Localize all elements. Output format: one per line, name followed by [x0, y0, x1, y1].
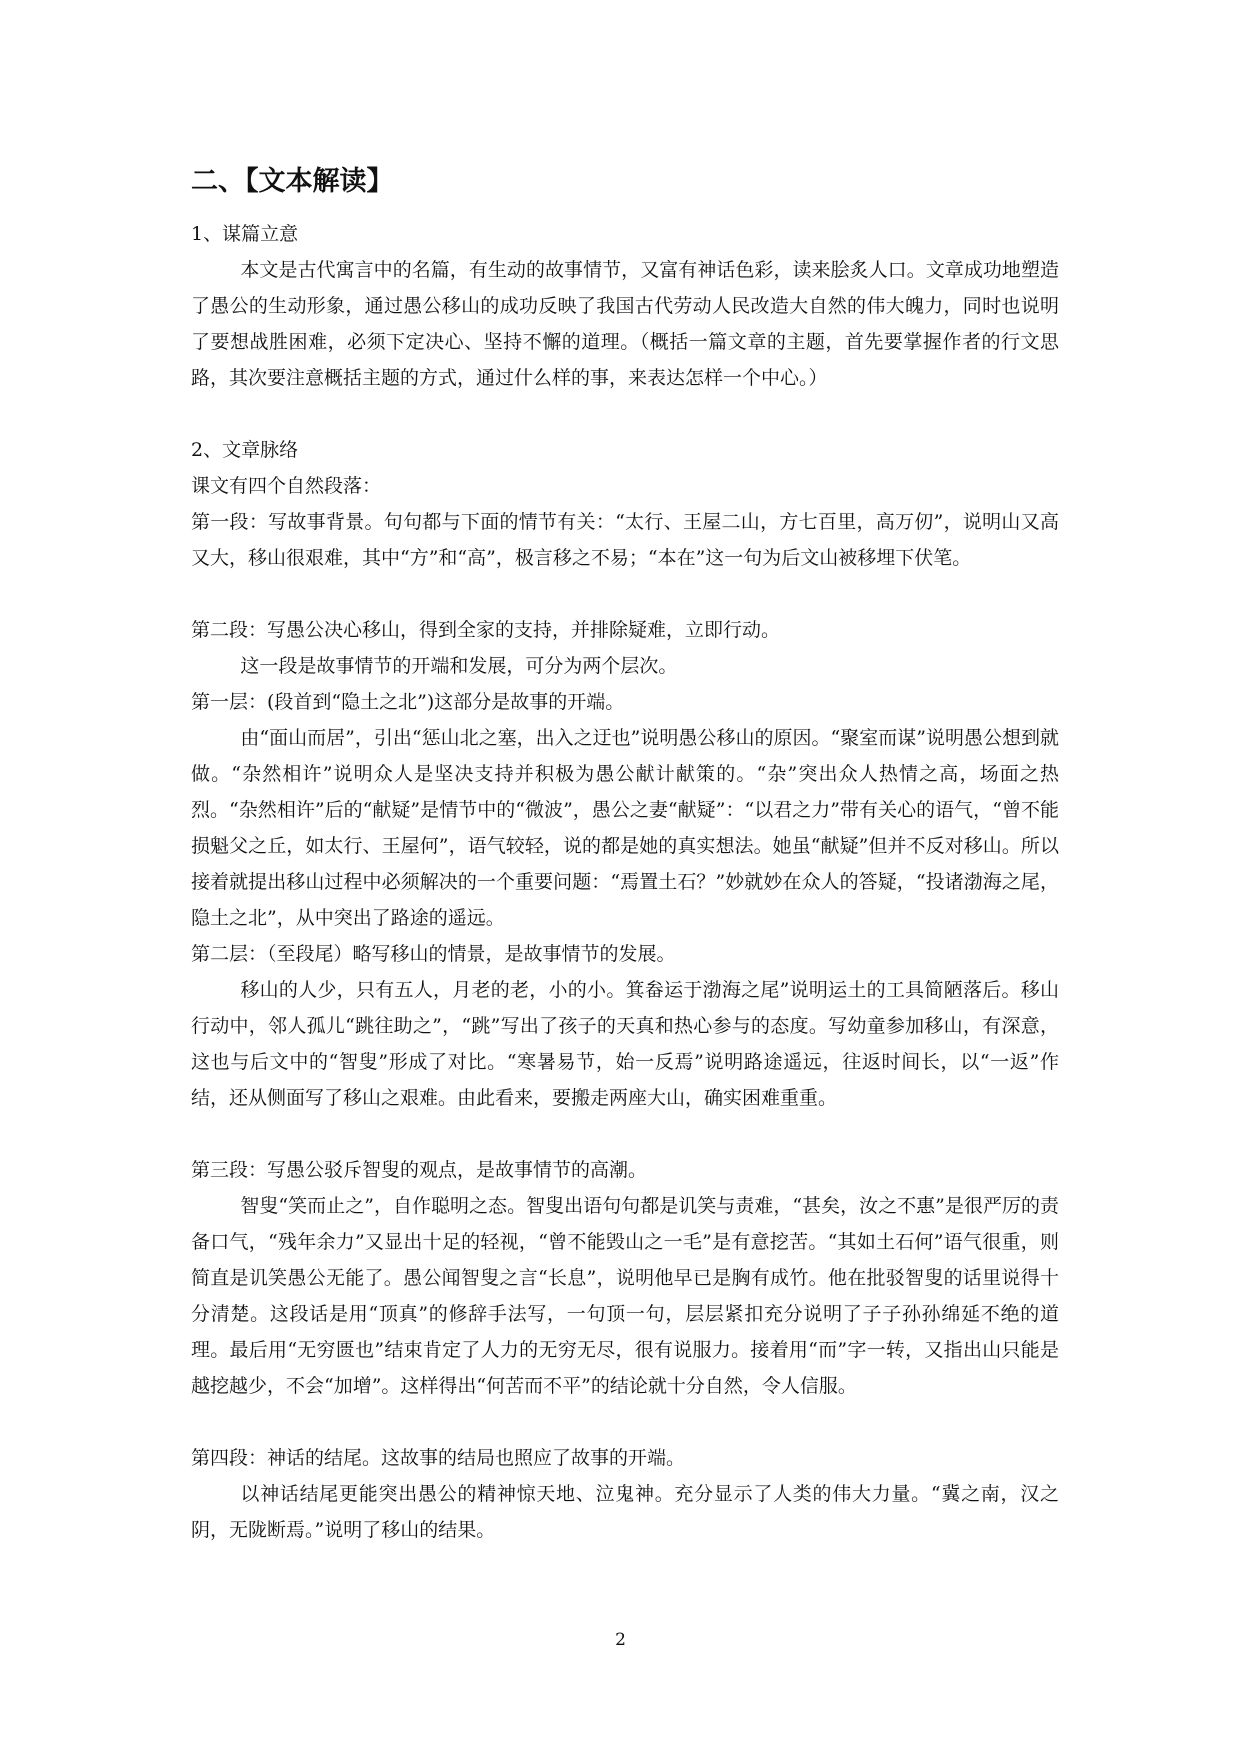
spacer	[191, 1116, 1059, 1152]
spacer	[191, 1404, 1059, 1440]
layer-2-body: 移山的人少，只有五人，月老的老，小的小。箕畚运于渤海之尾”说明运土的工具简陋落后。移山行动中，邻人孤儿“跳往助之”，“跳”写出了孩子的天真和热心参与的态度。写幼童参加移山，有深意，这也与后文中的“智叟”形成了对比。“寒暑易节，始一反焉”说明路途遥远，往返时间长，以“一返”作结，还从侧面写了移山之艰难。由此看来，要搬走两座大山，确实困难重重。	[191, 979, 1059, 1109]
layer-2-heading: 第二层：（至段尾）略写移山的情景，是故事情节的发展。	[191, 943, 676, 965]
paragraph-4-heading: 第四段：神话的结尾。这故事的结局也照应了故事的开端。	[191, 1447, 686, 1469]
paragraph-2-intro: 这一段是故事情节的开端和发展，可分为两个层次。	[240, 655, 678, 677]
paragraph-4-body: 以神话结尾更能突出愚公的精神惊天地、泣鬼神。充分显示了人类的伟大力量。“冀之南，汉之阴，无陇断焉。”说明了移山的结果。	[191, 1483, 1059, 1541]
spacer	[191, 396, 1059, 432]
page-content	[191, 162, 1059, 1548]
spacer	[191, 576, 1059, 612]
part2-title: 2、文章脉络	[191, 439, 299, 461]
part1-title: 1、谋篇立意	[191, 223, 299, 245]
layer-1-heading: 第一层：(段首到“隐土之北”)这部分是故事的开端。	[191, 691, 625, 713]
part2-intro: 课文有四个自然段落：	[191, 475, 382, 497]
layer-1-body: 由“面山而居”，引出“惩山北之塞，出入之迂也”说明愚公移山的原因。“聚室而谋”说明愚公想到就做。“杂然相许”说明众人是坚决支持并积极为愚公献计献策的。“杂”突出众人热情之高，场面之热烈。“杂然相许”后的“献疑”是情节中的“微波”，愚公之妻“献疑”：“以君之力”带有关心的语气，“曾不能损魁父之丘，如太行、王屋何”，语气较轻，说的都是她的真实想法。她虽“献疑”但并不反对移山。所以接着就提出移山过程中必须解决的一个重要问题：“焉置土石？”妙就妙在众人的答疑，“投诸渤海之尾，隐土之北”，从中突出了路途的遥远。	[191, 727, 1059, 929]
section-heading: 二、【文本解读】	[191, 166, 394, 197]
paragraph-2-heading: 第二段：写愚公决心移山，得到全家的支持，并排除疑难，立即行动。	[191, 619, 781, 641]
paragraph-3-body: 智叟“笑而止之”，自作聪明之态。智叟出语句句都是讥笑与责难，“甚矣，汝之不惠”是很严厉的责备口气，“残年余力”又显出十足的轻视，“曾不能毁山之一毛”是有意挖苦。“其如土石何”语气很重，则简直是讥笑愚公无能了。愚公闻智叟之言“长息”，说明他早已是胸有成竹。他在批驳智叟的话里说得十分清楚。这段话是用“顶真”的修辞手法写，一句顶一句，层层紧扣充分说明了子子孙孙绵延不绝的道理。最后用“无穷匮也”结束肯定了人力的无穷无尽，很有说服力。接着用“而”字一转，又指出山只能是越挖越少，不会“加增”。这样得出“何苦而不平”的结论就十分自然，令人信服。	[191, 1195, 1059, 1397]
paragraph-1-summary: 第一段：写故事背景。句句都与下面的情节有关：“太行、王屋二山，方七百里，高万仞”，说明山又高又大，移山很艰难，其中“方”和“高”，极言移之不易；“本在”这一句为后文山被移埋下伏笔。	[191, 511, 1059, 569]
page-number: 2	[615, 1630, 626, 1650]
paragraph-3-heading: 第三段：写愚公驳斥智叟的观点，是故事情节的高潮。	[191, 1159, 648, 1181]
part1-paragraph: 本文是古代寓言中的名篇，有生动的故事情节，又富有神话色彩，读来脍炙人口。文章成功地塑造了愚公的生动形象，通过愚公移山的成功反映了我国古代劳动人民改造大自然的伟大魄力，同时也说明了要想战胜困难，必须下定决心、坚持不懈的道理。（概括一篇文章的主题，首先要掌握作者的行文思路，其次要注意概括主题的方式，通过什么样的事，来表达怎样一个中心。）	[191, 259, 1059, 389]
